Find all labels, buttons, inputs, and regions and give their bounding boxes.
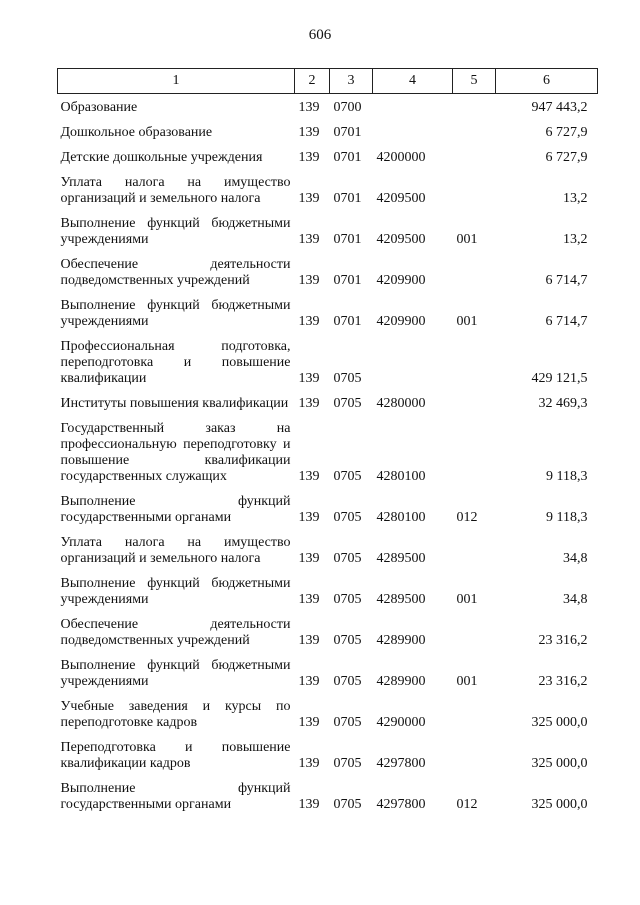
row-name: Обеспечение деятельности подведомственных учреждений <box>60 617 291 648</box>
row-name: Дошкольное образование <box>60 125 213 140</box>
row-col-5 <box>453 94 496 117</box>
row-col-5 <box>453 731 496 772</box>
row-name: Детские дошкольные учреждения <box>60 150 263 165</box>
row-amount: 325 000,0 <box>531 797 588 812</box>
row-amount: 13,2 <box>563 191 588 206</box>
row-col-4: 4289900 <box>376 674 426 689</box>
row-col-4: 4289900 <box>376 633 426 648</box>
row-col-3: 0705 <box>333 396 362 411</box>
row-name: Выполнение функций бюджетными учреждениями <box>60 298 291 329</box>
row-name: Образование <box>60 100 138 115</box>
row-name: Выполнение функций бюджетными учреждениями <box>60 216 291 247</box>
table-row <box>58 289 598 330</box>
row-col-4: 4297800 <box>376 797 426 812</box>
row-col-3: 0705 <box>333 469 362 484</box>
row-name: Уплата налога на имущество организаций и земельного налога <box>60 175 291 206</box>
row-col-2: 139 <box>298 715 320 730</box>
row-col-5 <box>453 166 496 207</box>
table-row <box>58 387 598 412</box>
row-col-3: 0701 <box>333 273 362 288</box>
row-col-3: 0701 <box>333 232 362 247</box>
row-col-3: 0701 <box>333 150 362 165</box>
table-row <box>58 412 598 485</box>
row-col-2: 139 <box>298 396 320 411</box>
row-col-5: 001 <box>456 674 478 689</box>
row-col-3: 0701 <box>333 314 362 329</box>
row-col-5 <box>453 608 496 649</box>
table-row <box>58 94 598 117</box>
budget-table <box>57 68 598 813</box>
row-col-2: 139 <box>298 191 320 206</box>
row-name: Переподготовка и повышение квалификации кадров <box>60 740 291 771</box>
row-amount: 9 118,3 <box>546 510 588 525</box>
row-col-5: 001 <box>456 314 478 329</box>
row-col-5: 012 <box>456 510 478 525</box>
row-col-2: 139 <box>298 273 320 288</box>
row-col-2: 139 <box>298 551 320 566</box>
table-row <box>58 330 598 387</box>
row-name: Обеспечение деятельности подведомственных учреждений <box>60 257 291 288</box>
row-amount: 947 443,2 <box>531 100 588 115</box>
header-col-3: 3 <box>330 69 373 94</box>
row-col-3: 0705 <box>333 756 362 771</box>
row-col-2: 139 <box>298 674 320 689</box>
row-col-2: 139 <box>298 756 320 771</box>
row-col-5 <box>453 412 496 485</box>
row-col-3: 0701 <box>333 191 362 206</box>
row-col-3: 0705 <box>333 797 362 812</box>
table-row <box>58 485 598 526</box>
row-name: Государственный заказ на профессиональную переподготовку и повышение квалификации государственных служащих <box>60 421 291 484</box>
row-amount: 6 714,7 <box>545 273 588 288</box>
row-amount: 6 727,9 <box>545 150 588 165</box>
row-amount: 23 316,2 <box>538 633 588 648</box>
row-col-5 <box>453 141 496 166</box>
row-col-2: 139 <box>298 371 320 386</box>
table-row <box>58 526 598 567</box>
row-col-4: 4280000 <box>376 396 426 411</box>
row-col-5 <box>453 526 496 567</box>
row-col-3: 0701 <box>333 125 362 140</box>
row-col-5 <box>453 248 496 289</box>
table-row <box>58 690 598 731</box>
row-name: Уплата налога на имущество организаций и земельного налога <box>60 535 291 566</box>
row-col-2: 139 <box>298 797 320 812</box>
header-col-1: 1 <box>58 69 295 94</box>
row-name: Учебные заведения и курсы по переподготовке кадров <box>60 699 291 730</box>
row-col-2: 139 <box>298 469 320 484</box>
table-row <box>58 166 598 207</box>
row-col-5 <box>453 116 496 141</box>
table-row <box>58 567 598 608</box>
row-amount: 34,8 <box>563 551 588 566</box>
row-name: Институты повышения квалификации <box>60 396 289 411</box>
row-col-5 <box>453 330 496 387</box>
row-amount: 34,8 <box>563 592 588 607</box>
table-row <box>58 731 598 772</box>
header-col-6: 6 <box>496 69 598 94</box>
row-col-4: 4289500 <box>376 592 426 607</box>
row-col-2: 139 <box>298 510 320 525</box>
row-col-3: 0705 <box>333 371 362 386</box>
row-col-2: 139 <box>298 633 320 648</box>
header-row <box>58 69 598 94</box>
row-col-2: 139 <box>298 314 320 329</box>
row-col-4: 4289500 <box>376 551 426 566</box>
table-row <box>58 608 598 649</box>
table-row <box>58 141 598 166</box>
table-body <box>58 94 598 814</box>
row-col-5: 001 <box>456 232 478 247</box>
table-row <box>58 772 598 813</box>
row-col-2: 139 <box>298 150 320 165</box>
row-col-3: 0700 <box>333 100 362 115</box>
row-name: Выполнение функций государственными органами <box>60 781 291 812</box>
row-amount: 429 121,5 <box>531 371 588 386</box>
table-row <box>58 649 598 690</box>
row-col-4: 4209900 <box>376 314 426 329</box>
row-col-5 <box>453 690 496 731</box>
row-col-4: 4280100 <box>376 510 426 525</box>
row-col-4 <box>373 116 453 141</box>
header-col-5: 5 <box>453 69 496 94</box>
row-col-4 <box>373 94 453 117</box>
row-amount: 6 714,7 <box>545 314 588 329</box>
row-amount: 9 118,3 <box>546 469 588 484</box>
row-name: Выполнение функций государственными органами <box>60 494 291 525</box>
row-amount: 23 316,2 <box>538 674 588 689</box>
row-amount: 6 727,9 <box>545 125 588 140</box>
table-row <box>58 207 598 248</box>
table-row <box>58 248 598 289</box>
row-amount: 325 000,0 <box>531 756 588 771</box>
row-col-3: 0705 <box>333 633 362 648</box>
row-col-4: 4280100 <box>376 469 426 484</box>
row-col-5: 012 <box>456 797 478 812</box>
page-number: 606 <box>308 27 332 43</box>
row-col-5 <box>453 387 496 412</box>
row-col-4: 4209900 <box>376 273 426 288</box>
header-col-2: 2 <box>295 69 330 94</box>
row-amount: 325 000,0 <box>531 715 588 730</box>
row-col-2: 139 <box>298 100 320 115</box>
row-col-4: 4209500 <box>376 191 426 206</box>
row-amount: 13,2 <box>563 232 588 247</box>
row-col-2: 139 <box>298 232 320 247</box>
row-col-3: 0705 <box>333 510 362 525</box>
header-col-4: 4 <box>373 69 453 94</box>
row-name: Выполнение функций бюджетными учреждениями <box>60 658 291 689</box>
table-header <box>58 69 598 94</box>
row-col-4 <box>373 330 453 387</box>
row-amount: 32 469,3 <box>538 396 588 411</box>
row-col-2: 139 <box>298 125 320 140</box>
row-col-4: 4200000 <box>376 150 426 165</box>
row-name: Профессиональная подготовка, переподготовка и повышение квалификации <box>60 339 291 386</box>
row-col-2: 139 <box>298 592 320 607</box>
row-col-3: 0705 <box>333 592 362 607</box>
row-col-4: 4209500 <box>376 232 426 247</box>
row-col-3: 0705 <box>333 674 362 689</box>
row-col-4: 4297800 <box>376 756 426 771</box>
row-col-4: 4290000 <box>376 715 426 730</box>
row-col-3: 0705 <box>333 715 362 730</box>
row-name: Выполнение функций бюджетными учреждениями <box>60 576 291 607</box>
table-row <box>58 116 598 141</box>
row-col-3: 0705 <box>333 551 362 566</box>
row-col-5: 001 <box>456 592 478 607</box>
